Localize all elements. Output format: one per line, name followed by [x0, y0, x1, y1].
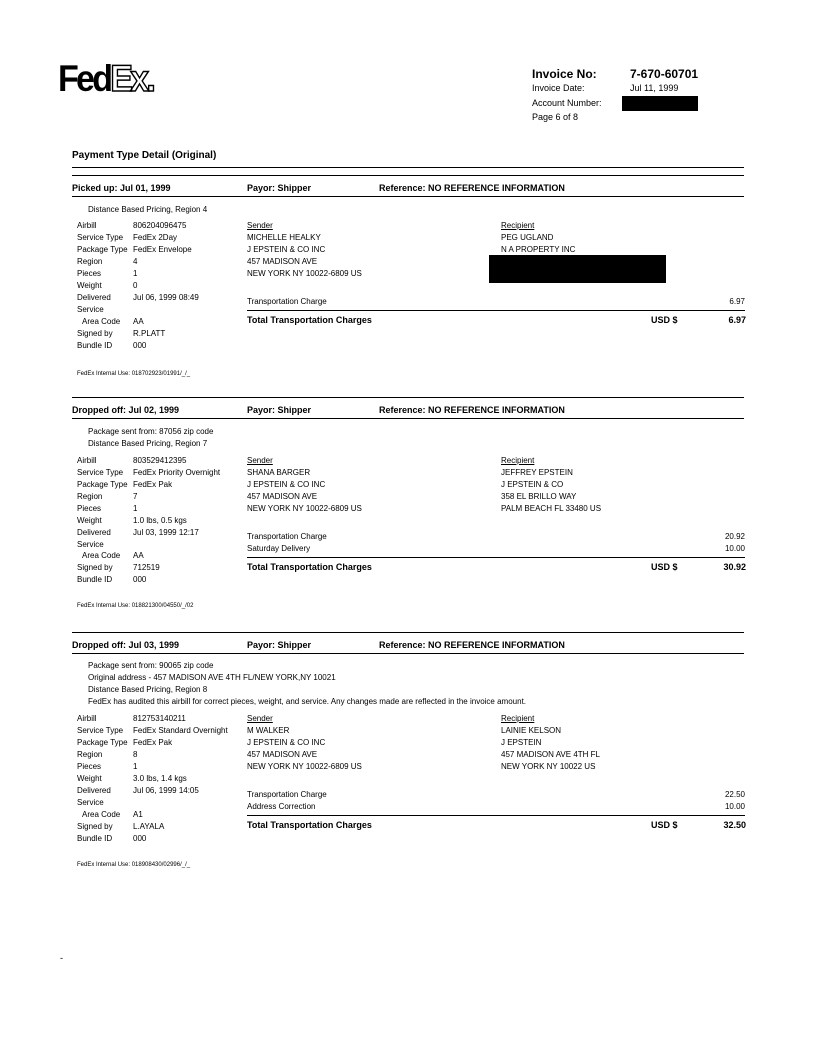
package-type-value: FedEx Pak: [133, 738, 173, 747]
charges-rule: [247, 815, 745, 816]
shipment-2-header-rule: [72, 418, 744, 419]
delivered-value: Jul 06, 1999 14:05: [133, 786, 199, 795]
service-type-label: Service Type: [77, 726, 124, 735]
shipment-2-dropoff: Dropped off: Jul 02, 1999: [72, 405, 180, 415]
signed-by-value: 712519: [133, 563, 160, 572]
currency-label: USD $: [651, 315, 678, 325]
bundle-id-value: 000: [133, 575, 147, 584]
signed-by-label: Signed by: [77, 822, 113, 831]
charges-rule: [247, 557, 745, 558]
shipment-3-payor: Payor: Shipper: [247, 640, 312, 650]
sender-label: Sender: [247, 221, 273, 230]
sender-line: 457 MADISON AVE: [247, 492, 318, 501]
signed-by-label: Signed by: [77, 329, 113, 338]
shipment-1-pickup: Picked up: Jul 01, 1999: [72, 183, 171, 193]
sender-label: Sender: [247, 456, 273, 465]
pieces-label: Pieces: [77, 762, 102, 771]
sender-line: J EPSTEIN & CO INC: [247, 480, 326, 489]
charge-label: Address Correction: [247, 802, 316, 811]
weight-value: 0: [133, 281, 138, 290]
recipient-line: J EPSTEIN: [501, 738, 542, 747]
weight-value: 1.0 lbs, 0.5 kgs: [133, 516, 187, 525]
recipient-line: J EPSTEIN & CO: [501, 480, 564, 489]
recipient-line: NEW YORK NY 10022 US: [501, 762, 596, 771]
shipment-2-note: Distance Based Pricing, Region 7: [88, 439, 208, 448]
service-type-label: Service Type: [77, 468, 124, 477]
invoice-no: 7-670-60701: [630, 67, 699, 81]
shipment-3-note: Package sent from: 90065 zip code: [88, 661, 214, 670]
charge-label: Transportation Charge: [247, 790, 327, 799]
service-type-label: Service Type: [77, 233, 124, 242]
signed-by-value: R.PLATT: [133, 329, 166, 338]
recipient-line: N A PROPERTY INC: [501, 245, 576, 254]
sender-line: NEW YORK NY 10022-6809 US: [247, 762, 362, 771]
airbill-label: Airbill: [77, 714, 97, 723]
service-type-value: FedEx 2Day: [133, 233, 178, 242]
area-code-label: Area Code: [82, 317, 121, 326]
airbill-value: 812753140211: [133, 714, 186, 723]
title-divider: [72, 167, 744, 168]
delivered-value: Jul 06, 1999 08:49: [133, 293, 199, 302]
sender-line: MICHELLE HEALKY: [247, 233, 321, 242]
package-type-label: Package Type: [77, 738, 128, 747]
bundle-id-value: 000: [133, 834, 147, 843]
shipment-2-top-rule: [72, 397, 744, 398]
service-type-value: FedEx Priority Overnight: [133, 468, 221, 477]
internal-use: FedEx Internal Use: 018702923/01991/_/_: [77, 371, 191, 377]
shipment-1-payor: Payor: Shipper: [247, 183, 312, 193]
shipment-3-header-rule: [72, 653, 744, 654]
pieces-label: Pieces: [77, 504, 102, 513]
total-label: Total Transportation Charges: [247, 562, 372, 572]
package-type-value: FedEx Pak: [133, 480, 173, 489]
delivered-label: Delivered: [77, 786, 111, 795]
delivered-label: Delivered: [77, 293, 111, 302]
sender-line: J EPSTEIN & CO INC: [247, 738, 326, 747]
recipient-address-redaction: [489, 255, 666, 283]
internal-use: FedEx Internal Use: 018821300/04550/_/02: [77, 603, 194, 609]
bundle-id-label: Bundle ID: [77, 341, 113, 350]
shipment-2-reference: Reference: NO REFERENCE INFORMATION: [379, 405, 565, 415]
sender-line: SHANA BARGER: [247, 468, 311, 477]
shipment-2-payor: Payor: Shipper: [247, 405, 312, 415]
shipment-3-note: Original address - 457 MADISON AVE 4TH FL/NEW YORK,NY 10021: [88, 673, 336, 682]
account-number-redaction: [622, 96, 698, 111]
sender-line: M WALKER: [247, 726, 290, 735]
shipment-3-note: Distance Based Pricing, Region 8: [88, 685, 208, 694]
region-label: Region: [77, 257, 103, 266]
recipient-line: LAINIE KELSON: [501, 726, 562, 735]
service-label: Service: [77, 540, 104, 549]
signed-by-value: L.AYALA: [133, 822, 165, 831]
charge-amount: 22.50: [724, 790, 745, 799]
charge-amount: 20.92: [724, 532, 745, 541]
region-value: 7: [133, 492, 138, 501]
recipient-line: 358 EL BRILLO WAY: [501, 492, 577, 501]
service-label: Service: [77, 305, 104, 314]
shipment-3-top-rule: [72, 632, 744, 633]
weight-label: Weight: [77, 281, 102, 290]
recipient-line: 457 MADISON AVE 4TH FL: [501, 750, 600, 759]
region-label: Region: [77, 492, 103, 501]
charge-label: Saturday Delivery: [247, 544, 311, 553]
currency-label: USD $: [651, 820, 678, 830]
shipment-1-note: Distance Based Pricing, Region 4: [88, 205, 208, 214]
recipient-line: PEG UGLAND: [501, 233, 554, 242]
service-type-value: FedEx Standard Overnight: [133, 726, 228, 735]
recipient-label: Recipient: [501, 456, 535, 465]
area-code-value: A1: [133, 810, 143, 819]
pieces-value: 1: [133, 269, 138, 278]
invoice-date-label: Invoice Date:: [532, 83, 585, 93]
shipment-1-top-rule: [72, 175, 744, 176]
package-type-label: Package Type: [77, 480, 128, 489]
shipment-1-reference: Reference: NO REFERENCE INFORMATION: [379, 183, 565, 193]
shipment-1-header-rule: [72, 196, 744, 197]
region-value: 4: [133, 257, 138, 266]
area-code-value: AA: [133, 551, 144, 560]
shipment-3-reference: Reference: NO REFERENCE INFORMATION: [379, 640, 565, 650]
area-code-label: Area Code: [82, 810, 121, 819]
airbill-label: Airbill: [77, 221, 97, 230]
charge-label: Transportation Charge: [247, 532, 327, 541]
airbill-label: Airbill: [77, 456, 97, 465]
region-label: Region: [77, 750, 103, 759]
airbill-value: 803529412395: [133, 456, 187, 465]
sender-line: J EPSTEIN & CO INC: [247, 245, 326, 254]
bundle-id-label: Bundle ID: [77, 834, 113, 843]
sender-line: 457 MADISON AVE: [247, 257, 318, 266]
signed-by-label: Signed by: [77, 563, 113, 572]
total-amount: 30.92: [723, 562, 746, 572]
recipient-label: Recipient: [501, 221, 535, 230]
package-type-value: FedEx Envelope: [133, 245, 192, 254]
page-title: Payment Type Detail (Original): [72, 150, 217, 161]
invoice-no-label: Invoice No:: [532, 67, 597, 81]
weight-label: Weight: [77, 516, 102, 525]
account-number-label: Account Number:: [532, 98, 602, 108]
shipment-3-note: FedEx has audited this airbill for correct pieces, weight, and service. Any changes made are reflected in the invoice amount.: [88, 697, 527, 706]
total-label: Total Transportation Charges: [247, 315, 372, 325]
airbill-value: 806204096475: [133, 221, 187, 230]
sender-label: Sender: [247, 714, 273, 723]
charge-amount: 10.00: [724, 544, 745, 553]
page-number: Page 6 of 8: [532, 112, 579, 122]
invoice-date: Jul 11, 1999: [630, 83, 679, 93]
charges-rule: [247, 310, 745, 311]
recipient-line: PALM BEACH FL 33480 US: [501, 504, 602, 513]
currency-label: USD $: [651, 562, 678, 572]
area-code-value: AA: [133, 317, 144, 326]
package-type-label: Package Type: [77, 245, 128, 254]
total-amount: 6.97: [728, 315, 746, 325]
delivered-value: Jul 03, 1999 12:17: [133, 528, 199, 537]
fedex-logo: FedEx.: [58, 58, 154, 99]
shipment-2-note: Package sent from: 87056 zip code: [88, 427, 214, 436]
recipient-line: JEFFREY EPSTEIN: [501, 468, 573, 477]
pieces-value: 1: [133, 504, 138, 513]
internal-use: FedEx Internal Use: 018908430/02996/_/_: [77, 862, 191, 868]
bundle-id-value: 000: [133, 341, 147, 350]
charge-amount: 6.97: [729, 297, 745, 306]
shipment-3-dropoff: Dropped off: Jul 03, 1999: [72, 640, 180, 650]
charge-amount: 10.00: [724, 802, 745, 811]
sender-line: NEW YORK NY 10022-6809 US: [247, 269, 362, 278]
weight-label: Weight: [77, 774, 102, 783]
total-label: Total Transportation Charges: [247, 820, 372, 830]
bundle-id-label: Bundle ID: [77, 575, 113, 584]
pieces-label: Pieces: [77, 269, 102, 278]
area-code-label: Area Code: [82, 551, 121, 560]
recipient-label: Recipient: [501, 714, 535, 723]
sender-line: NEW YORK NY 10022-6809 US: [247, 504, 362, 513]
weight-value: 3.0 lbs, 1.4 kgs: [133, 774, 187, 783]
delivered-label: Delivered: [77, 528, 111, 537]
footer-mark: -: [60, 953, 63, 963]
total-amount: 32.50: [723, 820, 746, 830]
pieces-value: 1: [133, 762, 138, 771]
sender-line: 457 MADISON AVE: [247, 750, 318, 759]
charge-label: Transportation Charge: [247, 297, 327, 306]
service-label: Service: [77, 798, 104, 807]
region-value: 8: [133, 750, 138, 759]
